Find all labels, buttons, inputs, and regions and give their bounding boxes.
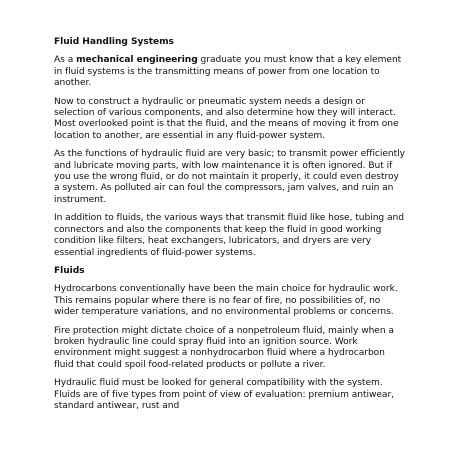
section-heading-fluid-handling-systems: Fluid Handling Systems	[54, 37, 174, 47]
paragraph-hydrocarbons: Hydrocarbons conventionally have been the main choice for hydraulic work. This remains popular where there is no fear of fire, no possibilities of, no wider temperature variations, and no environmental problems or concerns.	[54, 284, 398, 318]
paragraph-intro-lead: As a	[54, 55, 77, 66]
paragraph-fire-protection: Fire protection might dictate choice of a nonpetroleum fluid, mainly when a broken hydraulic line could spray fluid into an ignition source. Work environment might suggest a nonhydrocarbon fluid where a hydrocarbon fluid that could spoil food-related products or pollute a river.	[54, 325, 394, 370]
paragraph-components: In addition to fluids, the various ways that transmit fluid like hose, tubing and connectors and also the components that keep the fluid in good working condition like filters, heat exchangers, lubricators, and dryers are very essential ingredients of fluid-power systems.	[54, 213, 404, 258]
paragraph-intro-rest: graduate you must know that a key element in fluid systems is the transmitting means of power from one location to another.	[54, 55, 402, 89]
paragraph-system-design: Now to construct a hydraulic or pneumatic system needs a design or selection of various components, and also determine how they will interact. Most overlooked point is that the fluid, and the means of moving it from one location to another, are essential in any fluid-power system.	[54, 96, 399, 141]
paragraph-intro	[54, 55, 406, 89]
document-page	[54, 37, 406, 419]
paragraph-compatibility: Hydraulic fluid must be looked for general compatibility with the system. Fluids are of five types from point of view of evaluation: premium antiwear, standard antiwear, rust and	[54, 378, 394, 411]
paragraph-fluid-functions: As the functions of hydraulic fluid are very basic; to transmit power efficiently and lubricate moving parts, with low maintenance it is often ignored. But if you use the wrong fluid, or do not maintain it properly, it could even destroy a system. As polluted air can foul the compressors, jam valves, and ruin an instrument.	[54, 149, 405, 205]
section-heading-fluids: Fluids	[54, 265, 85, 276]
emphasis-mechanical-engineering: mechanical engineering	[76, 55, 198, 66]
